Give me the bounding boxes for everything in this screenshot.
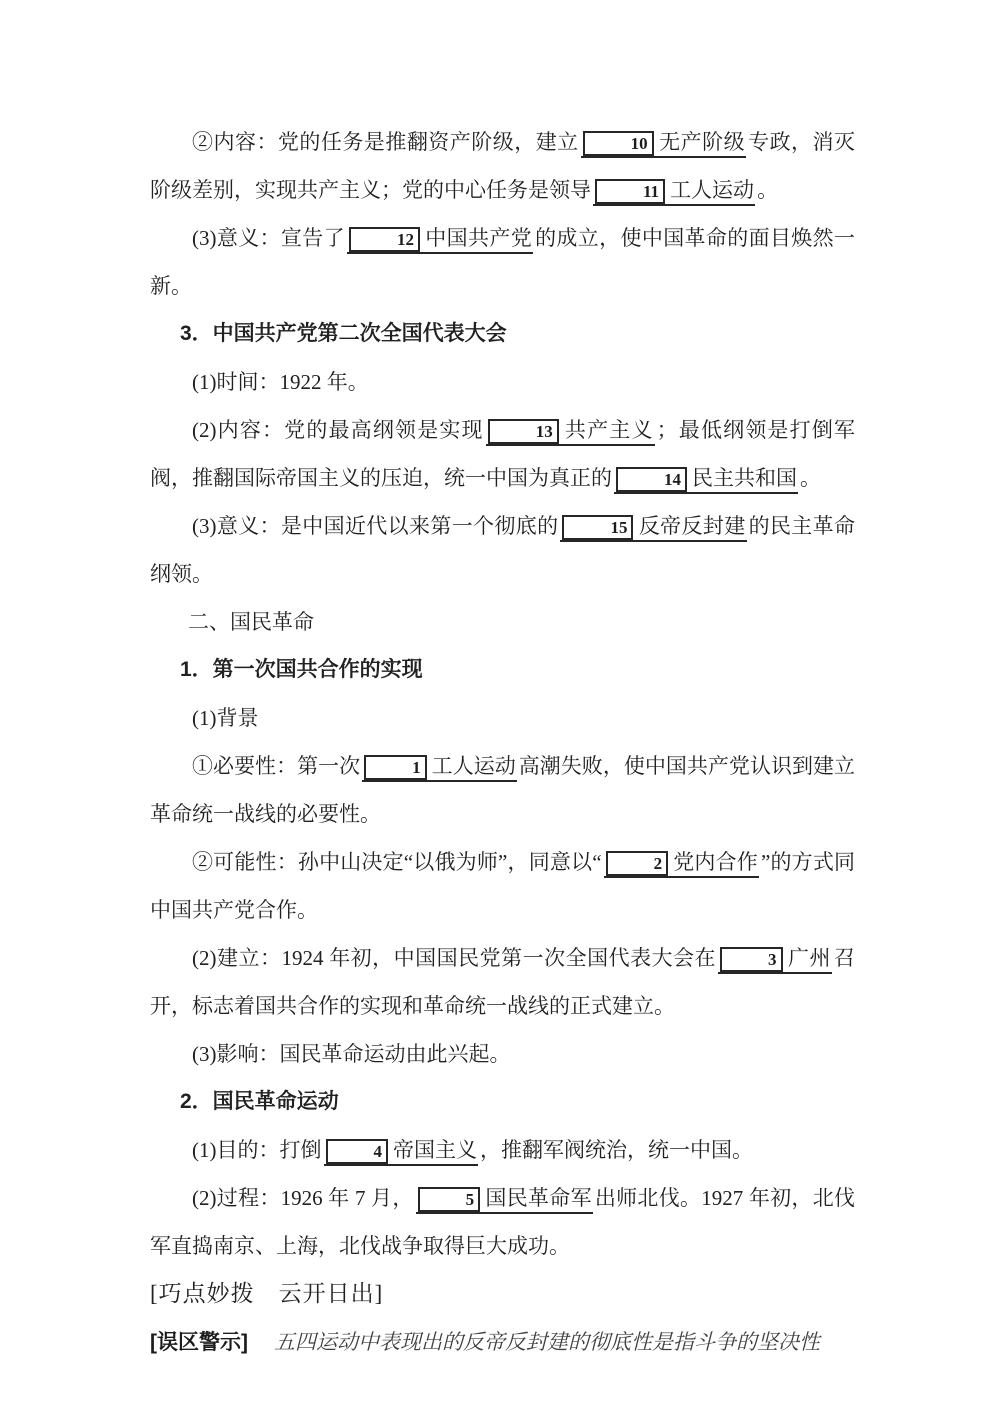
text-segment: 的民主革命纲领。 bbox=[150, 514, 856, 586]
para-influence bbox=[150, 1030, 855, 1078]
center-heading-text: [巧点妙拨 云开日出] bbox=[150, 1281, 384, 1306]
blank-answer: 国民革命军 bbox=[485, 1186, 592, 1210]
answer-blank-2 bbox=[604, 850, 759, 878]
blank-number-box: 12 bbox=[349, 227, 420, 252]
blank-number-box: 5 bbox=[418, 1187, 481, 1212]
center-heading-tips bbox=[150, 1270, 855, 1318]
answer-blank-12 bbox=[347, 226, 533, 254]
blank-number-box: 14 bbox=[616, 467, 687, 492]
heading-national-revolution-movement bbox=[150, 1078, 855, 1126]
para-purpose bbox=[150, 1126, 855, 1174]
text-segment: (2)内容：党的最高纲领是实现 bbox=[192, 418, 484, 442]
heading-cpc-second-congress bbox=[150, 310, 855, 358]
warning-label: [误区警示] bbox=[150, 1331, 248, 1354]
para-process bbox=[150, 1174, 855, 1270]
answer-blank-5 bbox=[416, 1186, 593, 1214]
text-segment: ②可能性：孙中山决定“以俄为师”，同意以“ bbox=[192, 850, 602, 874]
blank-answer: 共产主义 bbox=[563, 418, 654, 442]
section-title-national-revolution bbox=[150, 598, 855, 646]
blank-answer: 民主共和国 bbox=[692, 466, 797, 490]
text-segment: (1)背景 bbox=[192, 706, 259, 730]
blank-number-box: 11 bbox=[595, 179, 665, 204]
text-segment: 召开，标志着国共合作的实现和革命统一战线的正式建立。 bbox=[150, 946, 856, 1018]
text-segment: (2)建立：1924 年初，中国国民党第一次全国代表大会在 bbox=[192, 946, 717, 970]
text-segment: ①必要性：第一次 bbox=[192, 754, 361, 778]
answer-blank-14 bbox=[614, 466, 798, 494]
para-cpc2-significance bbox=[150, 502, 855, 598]
text-segment: 出师北伐。1927 年初，北伐军直捣南京、上海，北伐战争取得巨大成功。 bbox=[150, 1186, 855, 1258]
para-necessity bbox=[150, 742, 855, 838]
blank-number-box: 10 bbox=[583, 131, 654, 156]
blank-answer: 帝国主义 bbox=[393, 1138, 477, 1162]
blank-number-box: 3 bbox=[720, 947, 783, 972]
text-segment: ，推翻军阀统治，统一中国。 bbox=[480, 1138, 753, 1162]
text-segment: 的成立，使中国革命的面目焕然一新。 bbox=[150, 226, 856, 298]
para-possibility bbox=[150, 838, 855, 934]
text-segment: 。 bbox=[800, 466, 821, 490]
heading-text: 2．国民革命运动 bbox=[180, 1090, 339, 1113]
answer-blank-3 bbox=[718, 946, 832, 974]
text-segment: 高潮失败，使中国共产党认识到建立革命统一战线的必要性。 bbox=[150, 754, 856, 826]
blank-number-box: 1 bbox=[364, 755, 427, 780]
para-cpc1-content bbox=[150, 118, 855, 214]
text-segment: ；最低纲领是打倒军阀，推翻国际帝国主义的压迫，统一中国为真正的 bbox=[150, 418, 856, 490]
text-segment: 。 bbox=[757, 178, 779, 202]
text-segment: 专政，消灭阶级差别，实现共产主义；党的中心任务是领导 bbox=[150, 130, 856, 202]
blank-number-box: 2 bbox=[606, 851, 669, 876]
blank-answer: 工人运动 bbox=[670, 178, 755, 202]
blank-answer: 反帝反封建 bbox=[638, 514, 746, 538]
text-segment: (3)意义：宣告了 bbox=[192, 226, 345, 250]
answer-blank-1 bbox=[362, 754, 517, 782]
blank-number-box: 15 bbox=[562, 515, 633, 540]
answer-blank-15 bbox=[560, 514, 746, 542]
answer-blank-4 bbox=[324, 1138, 479, 1166]
blank-number-box: 4 bbox=[326, 1139, 389, 1164]
text-segment: (2)过程：1926 年 7 月， bbox=[192, 1186, 414, 1210]
section-title-text: 二、国民革命 bbox=[188, 610, 314, 634]
heading-text: 3．中国共产党第二次全国代表大会 bbox=[180, 322, 507, 345]
blank-answer: 党内合作 bbox=[673, 850, 758, 874]
para-establishment-1924 bbox=[150, 934, 855, 1030]
blank-number-box: 13 bbox=[488, 419, 559, 444]
blank-answer: 中国共产党 bbox=[424, 226, 533, 250]
heading-text: 1．第一次国共合作的实现 bbox=[180, 658, 423, 681]
para-cpc1-significance bbox=[150, 214, 855, 310]
text-segment: (3)意义：是中国近代以来第一个彻底的 bbox=[192, 514, 559, 538]
para-background bbox=[150, 694, 855, 742]
blank-answer: 工人运动 bbox=[431, 754, 516, 778]
answer-blank-10 bbox=[581, 130, 746, 158]
para-warning bbox=[150, 1318, 855, 1367]
warning-text: 五四运动中表现出的反帝反封建的彻底性是指斗争的坚决性 bbox=[274, 1330, 820, 1354]
blank-answer: 无产阶级 bbox=[658, 130, 746, 154]
para-cpc2-content bbox=[150, 406, 855, 502]
text-segment: (1)时间：1922 年。 bbox=[192, 370, 369, 394]
answer-blank-13 bbox=[486, 418, 655, 446]
text-segment: (1)目的：打倒 bbox=[192, 1138, 322, 1162]
text-segment: ”的方式同中国共产党合作。 bbox=[150, 850, 856, 922]
blank-answer: 广州 bbox=[787, 946, 832, 970]
text-segment: ②内容：党的任务是推翻资产阶级，建立 bbox=[192, 130, 579, 154]
text-segment: (3)影响：国民革命运动由此兴起。 bbox=[192, 1042, 511, 1066]
para-time-1922 bbox=[150, 358, 855, 406]
heading-first-kmt-cpc-cooperation bbox=[150, 646, 855, 694]
answer-blank-11 bbox=[593, 178, 755, 206]
